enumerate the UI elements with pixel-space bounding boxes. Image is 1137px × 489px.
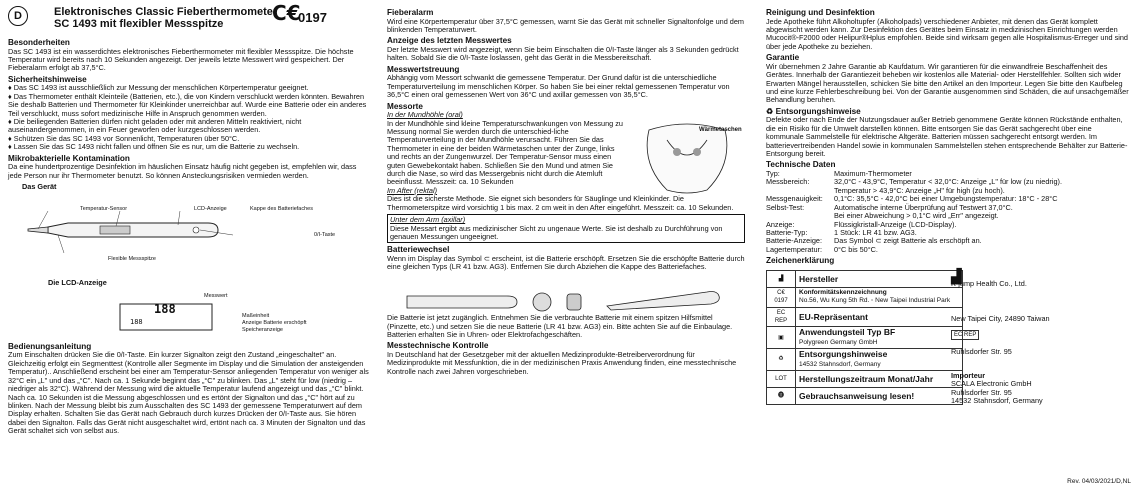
after-text: Dies ist die sicherste Methode. Sie eignet sich besonders für Säuglinge und Kleinkinder. Die Thermometerspitze wird vorsichtig 1 bis max. 2 cm weit in den After eingeführt. Messzeit: ca. 10 Sekunden. bbox=[387, 194, 734, 212]
sicherheit-item: ♦ Die beiliegenden Batterien dürfen nicht geladen oder mit anderen Mitteln reaktiviert, nicht auseinandergenommen, in ein Feuer geworfen oder kurzgeschlossen werden. bbox=[8, 117, 302, 135]
batterie-text-1: Wenn im Display das Symbol ⊂ erscheint, ist die Batterie erschöpft. Ersetzen Sie die erschöpfte Batterie durch eine gleichen Typs (LR 41 bzw. AG3). Entfernen Sie durch Abziehen die Kappe des Batteriefaches. bbox=[387, 253, 745, 272]
lcd-display-icon bbox=[8, 290, 372, 340]
messorte-heading: Messorte bbox=[387, 101, 423, 111]
revision-label: Rev. 04/03/2021/D,NL bbox=[1067, 478, 1131, 485]
title-line-1: Elektronisches Classic Fieberthermometer bbox=[54, 6, 278, 18]
column-left bbox=[8, 1, 372, 436]
symbol-row bbox=[767, 349, 963, 371]
symbol-label: Konformitätskennzeichnung No.56, Wu Kung 5th Rd. · New Taipei Industrial Park bbox=[796, 287, 963, 307]
bedienung-heading: Bedienungsanleitung bbox=[8, 341, 92, 351]
region-badge: D bbox=[8, 6, 28, 26]
mikro-heading: Mikrobakterielle Kontamination bbox=[8, 153, 130, 163]
bf-icon: ▣ bbox=[767, 327, 796, 349]
importeur-name: SCALA Electronic GmbH bbox=[951, 379, 1032, 389]
tech-value: Maximum-Thermometer bbox=[834, 169, 912, 179]
batterie-text-2: Die Batterie ist jetzt zugänglich. Entnehmen Sie die verbrauchte Batterie mit einem spitzen Hilfsmittel (Pinzette, etc.) und setzen Sie die neue Batterie (LR 41 bzw. AG3) ein. Bitte achten Sie auf die Einbaulage. Batterien erhalten Sie in Uhren- oder Elektrofachgeschäften. bbox=[387, 313, 733, 339]
besonderheiten-text: Das SC 1493 ist ein wasserdichtes elektronisches Fieberthermometer mit flexibler Messspitze. Die höchste Temperatur wird bereits nach 10 Sekunden angezeigt. Der jeweils letzte Messwert wird gespeichert. Der Fieberalarm erfolgt ab 37,5°C. bbox=[8, 46, 354, 73]
technische-row bbox=[766, 246, 1130, 254]
tech-value: Temperatur > 43,9°C: Anzeige „H" für high (zu hoch). bbox=[834, 185, 1005, 195]
title-block bbox=[8, 1, 372, 36]
mundhoehle-block bbox=[387, 120, 745, 187]
symbol-table bbox=[766, 270, 963, 405]
battery-diagram-icon bbox=[387, 272, 745, 312]
arm-text: Diese Messart ergibt aus medizinischer Sicht zu ungenaue Werte. Sie ist deshalb zu Durchführung von genauen Messungen ungeeignet. bbox=[390, 223, 723, 241]
lcd-digits-small: 188 bbox=[130, 317, 143, 326]
sicherheit-item: ♦ Das Thermometer enthält Kleinteile (Batterien, etc.), die von Kindern verschluckt werden könnten. Bewahren Sie deshalb Batterien und Thermometer für Kleinkinder unerreichbar auf. Wurde eine Batterie oder ein anderes Teil verschluckt, muss sofort medizinische Hilfe in Anspruch genommen werden. bbox=[8, 91, 367, 118]
factory-icon: ▟ bbox=[951, 267, 962, 284]
waermetaschen-label: Wärmetaschen bbox=[699, 126, 742, 133]
after-label: Im After (rektal) bbox=[387, 185, 438, 195]
tech-label: Messgenauigkeit: bbox=[766, 194, 823, 204]
mundhoehle-text: In der Mundhöhle sind kleine Temperaturschwankungen von Messung zu Messung normal Sie werden durch die unterschied-liche Temperaturverteilung in der Mundhöhle verursacht. Führen Sie das Thermometer in eine der beiden Wärmetaschen unter der Zunge, links und rechts an der Zungenwurzel. Der Temperatur-Sensor muss einen guten Gewebekontakt haben. Schließen Sie den Mund und atmen Sie durch die Nase, so wird das Messergebnis nicht durch die Atemluft beeinflusst. Messzeit: ca. 10 Sekunden bbox=[387, 118, 623, 187]
batterie-heading: Batteriewechsel bbox=[387, 245, 450, 255]
kontrolle-text: In Deutschland hat der Gesetzgeber mit der aktuellen Medizinprodukte-Betreiberverordnung für Medizinprodukte mit Messfunktion, die in der medizinischen Praxis Anwendung finden, eine messtechnische Kontrolle nach zwei Jahren vorgeschrieben. bbox=[387, 349, 737, 376]
symbol-label: Gebrauchsanweisung lesen! bbox=[796, 387, 963, 404]
technische-heading: Technische Daten bbox=[766, 160, 836, 170]
symbol-label-text: Entsorgungshinweise bbox=[799, 349, 888, 360]
sicherheit-item: ♦ Lassen Sie das SC 1493 nicht fallen und öffnen Sie es nur, um die Batterie zu wechseln. bbox=[8, 142, 300, 152]
label-spitze: Flexible Messspitze bbox=[108, 256, 156, 263]
recycle-icon: ♻ bbox=[767, 349, 796, 371]
rep-street: Ruhlsdorfer Str. 95 bbox=[951, 346, 1012, 356]
tech-value: 1 Stück: LR 41 bzw. AG3. bbox=[834, 227, 917, 237]
manufacturer-icon: ▟ bbox=[767, 270, 796, 287]
besonderheiten-heading: Besonderheiten bbox=[8, 38, 70, 47]
label-messwert: Messwert bbox=[204, 292, 228, 299]
technische-row bbox=[766, 221, 1130, 229]
geraet-heading: Das Gerät bbox=[22, 182, 57, 192]
manufacturer-address-2: New Taipei Industrial Park bbox=[875, 297, 951, 305]
importeur-street: Ruhlsdorfer Str. 95 bbox=[951, 387, 1012, 397]
symbol-row bbox=[767, 370, 963, 387]
column-middle bbox=[387, 6, 745, 376]
label-masseinheit: Maßeinheit bbox=[242, 312, 270, 319]
label-kappe: Kappe des Batteriefaches bbox=[250, 206, 313, 213]
symbol-label-text: Anwendungsteil Typ BF bbox=[799, 327, 896, 338]
lot-icon: LOT bbox=[767, 370, 796, 387]
mikro-text: Da eine hundertprozentige Desinfektion im häuslichen Einsatz häufig nicht gegeben ist, empfehlen wir, dass jede Person nur ihr Thermometer benutzt. So können Ansteckungsrisiken vermieden werden. bbox=[8, 162, 357, 180]
label-batterie: Anzeige Batterie erschöpft bbox=[242, 319, 307, 326]
tech-value: Flüssigkristall-Anzeige (LCD-Display). bbox=[834, 219, 957, 229]
fieberalarm-heading: Fieberalarm bbox=[387, 8, 434, 17]
lcd-digits: 188 bbox=[154, 301, 176, 316]
symbol-section bbox=[766, 267, 1130, 410]
ec-rep-icon: EC REP bbox=[767, 307, 796, 327]
mundhoehle-label: In der Mundhöhle (oral) bbox=[387, 110, 463, 120]
importeur-label: Importeur bbox=[951, 370, 986, 380]
sicherheit-item: ♦ Schützen Sie das SC 1493 vor Sonnenlicht, Temperaturen über 50°C. bbox=[8, 133, 240, 143]
symbol-row bbox=[767, 270, 963, 287]
label-sensor: Temperatur-Sensor bbox=[80, 206, 128, 213]
ce-mark-icon: C€ bbox=[272, 1, 301, 25]
manufacturer-name: K-jump Health Co., Ltd. bbox=[951, 279, 1027, 289]
symbol-label bbox=[796, 349, 963, 371]
lcd-diagram bbox=[8, 290, 372, 340]
column-right bbox=[766, 6, 1130, 410]
lcd-heading: Die LCD-Anzeige bbox=[48, 278, 107, 288]
wheelie-bin-icon: ♻ bbox=[766, 106, 776, 116]
device-diagram bbox=[8, 193, 372, 277]
title-line-2: SC 1493 mit flexibler Messspitze bbox=[54, 18, 224, 30]
anzeige-text: Der letzte Messwert wird angezeigt, wenn Sie beim Einschalten die 0/I-Taste länger als 3 Sekunden gedrückt halten. Sobald Sie die 0/I-Taste loslassen, geht das Gerät in die Messbereitschaft. bbox=[387, 45, 739, 63]
symbol-label: Hersteller bbox=[796, 270, 963, 287]
read-manual-icon: ⓫ bbox=[767, 387, 796, 404]
fieberalarm-text: Wird eine Körpertemperatur über 37,5°C gemessen, warnt Sie das Gerät mit schneller Signaltonfolge und dem blinkenden Temperaturwert. bbox=[387, 16, 744, 34]
tech-value: Automatische interne Überprüfung auf Testwert 37,0°C. bbox=[834, 202, 1013, 212]
symbol-row bbox=[767, 387, 963, 404]
garantie-heading: Garantie bbox=[766, 53, 800, 63]
reinigung-text: Jede Apotheke führt Alkoholtupfer (Alkoholpads) verschiedener Anbieter, mit denen das Gerät komplett abgewischt werden kann. Zur Desinfektion des Gerätes beim Einsatz in medizinischen Einrichtungen werden Mucocit®-F2000 oder Helipur®Hplus empfohlen. Beide sind wirksam gegen alle Hospitalismus-Erreger und sind über jede Apotheke zu beziehen. bbox=[766, 16, 1128, 51]
arm-label: Unter dem Arm (axillar) bbox=[390, 215, 466, 225]
symbol-label: EU-Repräsentant bbox=[796, 307, 963, 327]
reinigung-heading: Reinigung und Desinfektion bbox=[766, 8, 875, 17]
importeur-block bbox=[951, 372, 1043, 406]
manufacturer-city: New Taipei City, 24890 Taiwan bbox=[951, 313, 1050, 323]
ec-rep-badge-icon: EC REP bbox=[951, 330, 979, 340]
bedienung-text: Zum Einschalten drücken Sie die 0/I-Taste. Ein kurzer Signalton zeigt den Zustand „eingeschaltet" an. Gleichzeitig erfolgt ein Segmenttest (Kontrolle aller Segmente im Display und die Simulation der ansteigenden Temperatur).. Anschließend erscheint bei einer am Temperatur-Sensor anliegenden Temperatur von weniger als 32°C ein „L" und das „°C". Nach ca. 1 Sekunde beginnt das „°C" zu blinken. Das „L" steht für low (niedrig – niedriger als 32°C). Während der Messung wird die aktuelle Temperatur laufend angezeigt und das „°C" blinkt. Nach ca. 10 Sekunden ist die Messung abgeschlossen und es ertönt der Signalton und das „°C" hört auf zu blinken. Nach der Messung bleibt bis zum Ausschalten des SC 1493 der gemessene Temperaturwert auf dem Display erhalten. Schalten Sie das Gerät nach Gebrauch durch kurzes Drücken der 0/I-Taste aus. Sie hören dabei den Signalton. Falls das Gerät nicht ausgeschaltet wird, ertönt nach ca. 3 Minuten der Signalton und das Gerät schaltet sich von selbst aus. bbox=[8, 350, 369, 436]
manufacturer-address-1: No.56, Wu Kung 5th Rd. bbox=[799, 297, 870, 305]
tech-label: Lagertemperatur: bbox=[766, 244, 822, 254]
importeur-city: 14532 Stahnsdorf, Germany bbox=[951, 395, 1043, 405]
tech-value: 0,1°C: 35,5°C - 42,0°C bei einer Umgebungstemperatur: 18°C - 28°C bbox=[834, 194, 1058, 204]
label-taste: 0/I-Taste bbox=[314, 232, 336, 239]
ce-number: 0197 bbox=[298, 10, 327, 25]
rep-city-overlay: 14532 Stahnsdorf, Germany bbox=[799, 360, 881, 368]
symbol-row bbox=[767, 307, 963, 327]
entsorgung-text: Defekte oder nach Ende der Nutzungsdauer außer Betrieb genommene Geräte können Rückstände enthalten, die ein Risiko für die Umwelt darstellen können. Bitte entsorgen Sie das Gerät sachgerecht über eine kommunale Sammelstelle für elektrische Altgeräte. Batterien müssen sachgerecht entsorgt werden. Im batterievertreibenden Handel sowie in kommunalen Sammelstellen stehen entsprechende Behälter zur Batterie-Entsorgung bereit. bbox=[766, 115, 1128, 159]
kontrolle-heading: Messtechnische Kontrolle bbox=[387, 341, 489, 351]
symbol-row bbox=[767, 287, 963, 307]
manufacturer-block bbox=[951, 267, 1027, 289]
tech-label: Selbst-Test: bbox=[766, 202, 805, 212]
tech-label: Anzeige: bbox=[766, 219, 795, 229]
label-lcd: LCD-Anzeige bbox=[194, 206, 227, 213]
symbol-label: Herstellungszeitraum Monat/Jahr bbox=[796, 370, 963, 387]
zeichen-heading: Zeichenerklärung bbox=[766, 256, 835, 266]
tech-value: 32,0°C - 43,9°C, Temperatur < 32,0°C: Anzeige „L" für low (zu niedrig). bbox=[834, 177, 1062, 187]
ce-icon: C€ 0197 bbox=[767, 287, 796, 307]
messwertstreuung-heading: Messwertstreuung bbox=[387, 64, 460, 74]
entsorgung-title: Entsorgungshinweise bbox=[775, 106, 861, 116]
rep-name-overlay: Polygreen Germany GmbH bbox=[799, 338, 878, 346]
tech-value: 0°C bis 50°C. bbox=[834, 244, 878, 254]
tech-label: Typ: bbox=[766, 169, 780, 179]
garantie-text: Wir übernehmen 2 Jahre Garantie ab Kaufdatum. Wir garantieren für die einwandfreie Beschaffenheit des Gerätes. Innerhalb der Garantiezeit beheben wir kostenlos alle Material- oder Herstellfehler. Sollten sich wider Erwarten Mängel herausstellen, schicken Sie bitte den Artikel an den Importeur. Legen Sie bitte den Kaufbeleg und eine kurze Fehlerbeschreibung bei. Von der Garantie ausgenommen sind Schäden, die auf unsachgemäßer Behandlung beruhen. bbox=[766, 61, 1129, 105]
tech-label: Messbereich: bbox=[766, 177, 810, 187]
sicherheit-heading: Sicherheitshinweise bbox=[8, 74, 87, 84]
label-speicher: Speicheranzeige bbox=[242, 326, 283, 333]
tech-label: Batterie-Typ: bbox=[766, 227, 808, 237]
tech-label: Batterie-Anzeige: bbox=[766, 236, 822, 246]
tech-value: Bei einer Abweichung > 0,1°C wird „Err" angezeigt. bbox=[834, 211, 999, 221]
tech-value: Das Symbol ⊂ zeigt Batterie als erschöpft an. bbox=[834, 236, 982, 246]
symbol-label bbox=[796, 327, 963, 349]
sicherheit-item: ♦ Das SC 1493 ist ausschließlich zur Messung der menschlichen Körpertemperatur geeignet. bbox=[8, 83, 309, 93]
anzeige-heading: Anzeige des letzten Messwertes bbox=[387, 36, 512, 46]
symbol-label-text: Konformitätskennzeichnung bbox=[799, 288, 887, 296]
symbol-row bbox=[767, 327, 963, 349]
arm-box bbox=[387, 214, 745, 243]
messwertstreuung-text: Abhängig vom Messort schwankt die gemessene Temperatur. Der Grund dafür ist die unterschiedliche Temperaturverteilung im menschlichen Körper. So haben Sie bei einer rektal gemessenen Temperatur von 36,5°C einen oral gemessenen Wert von 36°C und axillar gemessen von 35,5°C. bbox=[387, 73, 730, 100]
